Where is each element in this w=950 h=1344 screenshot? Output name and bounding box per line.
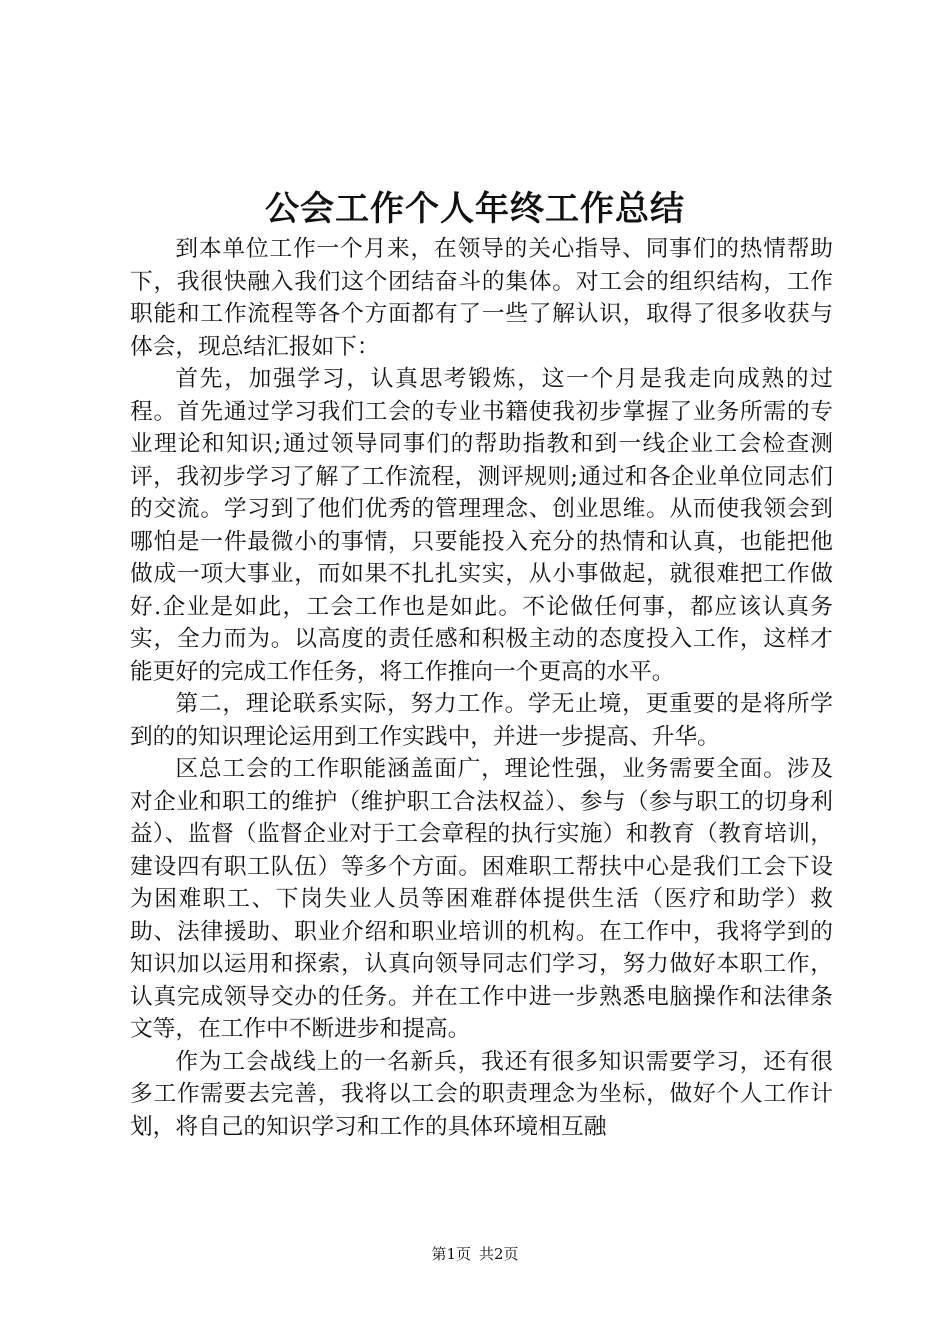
paragraph-intro: 到本单位工作一个月来，在领导的关心指导、同事们的热情帮助下，我很快融入我们这个团结奋斗的集体。对工会的组织结构，工作职能和工作流程等各个方面都有了一些了解认识，取得了很多收获与体会，现总结汇报如下： [130, 236, 833, 360]
paragraph-union-functions: 区总工会的工作职能涵盖面广，理论性强，业务需要全面。涉及对企业和职工的维护（维护职工合法权益）、参与（参与职工的切身利益）、监督（监督企业对于工会章程的执行实施）和教育（教育培训，建设四有职工队伍）等多个方面。困难职工帮扶中心是我们工会下设为困难职工、下岗失业人员等困难群体提供生活（医疗和助学）救助、法律援助、职业介绍和职业培训的机构。在工作中，我将学到的知识加以运用和探索，认真向领导同志们学习，努力做好本职工作，认真完成领导交办的任务。并在工作中进一步熟悉电脑操作和法律条文等，在工作中不断进步和提高。 [130, 756, 833, 1042]
paragraph-second-point: 第二，理论联系实际，努力工作。学无止境，更重要的是将所学到的的知识理论运用到工作实践中，并进一步提高、升华。 [130, 691, 833, 750]
paragraph-first-point: 首先，加强学习，认真思考锻炼，这一个月是我走向成熟的过程。首先通过学习我们工会的专业书籍使我初步掌握了业务所需的专业理论和知识;通过领导同事们的帮助指教和到一线企业工会检查测评，我初步学习了解了工作流程，测评规则;通过和各企业单位同志们的交流。学习到了他们优秀的管理理念、创业思维。从而使我领会到哪怕是一件最微小的事情，只要能投入充分的热情和认真，也能把他做成一项大事业，而如果不扎扎实实，从小事做起，就很难把工作做好.企业是如此，工会工作也是如此。不论做任何事，都应该认真务实，全力而为。以高度的责任感和积极主动的态度投入工作，这样才能更好的完成工作任务，将工作推向一个更高的水平。 [130, 366, 833, 685]
page-footer [0, 1244, 950, 1264]
paragraph-conclusion: 作为工会战线上的一名新兵，我还有很多知识需要学习，还有很多工作需要去完善，我将以工会的职责理念为坐标，做好个人工作计划，将自己的知识学习和工作的具体环境相互融 [130, 1048, 833, 1140]
page-total: 共2页 [479, 1245, 519, 1263]
page-number: 第1页 [431, 1245, 471, 1263]
document-body [130, 233, 833, 1143]
document-title: 公会工作个人年终工作总结 [265, 189, 685, 229]
